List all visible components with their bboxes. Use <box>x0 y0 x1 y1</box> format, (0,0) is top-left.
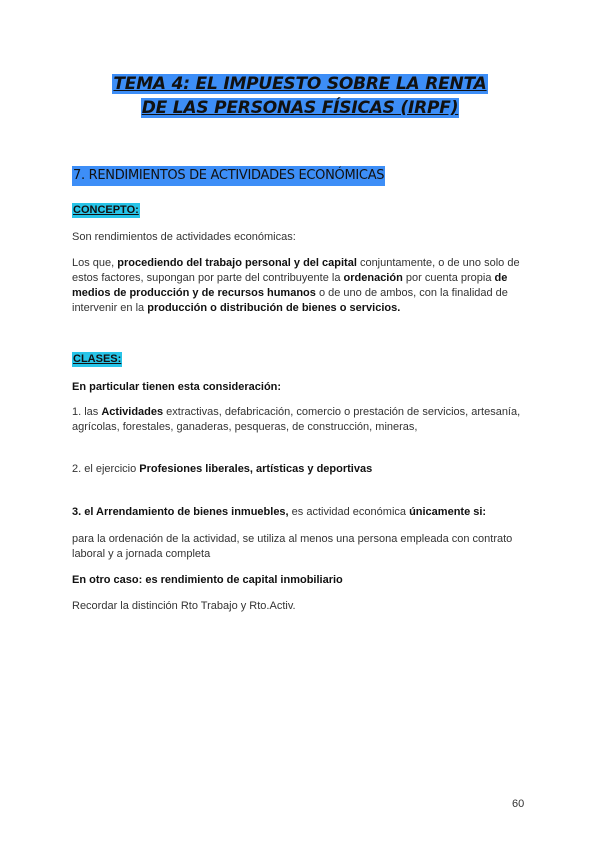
item2-text-b: Profesiones liberales, artísticas y deportivas <box>139 463 373 475</box>
item3-text-a: 3 <box>72 506 79 518</box>
item3-text-b: . el Arrendamiento de bienes inmuebles, <box>78 506 289 518</box>
page-number: 60 <box>512 798 525 810</box>
item1-text-c: extractivas, defabricación, comercio o prestación de servicios, artesanía, agrícolas, forestales, ganaderas, pesqueras, de construcción, mineras, <box>72 406 521 433</box>
clases-subheading <box>72 380 532 395</box>
concepto-label: CONCEPTO: <box>73 204 139 216</box>
section-heading: 7. RENDIMIENTOS DE ACTIVIDADES ECONÓMICAS <box>72 166 385 186</box>
concepto-paragraph <box>72 256 532 316</box>
concepto-text-f: de medios de producción y de recursos humanos <box>72 272 508 299</box>
item1-text-a: 1. las <box>72 406 102 418</box>
title-line-2: DE LAS PERSONAS FÍSICAS (IRPF) <box>141 98 459 118</box>
concepto-text-d: ordenación <box>343 272 403 284</box>
concepto-text-e: por cuenta propia <box>402 272 495 284</box>
item1-text-b: Actividades <box>101 406 164 418</box>
item3-text-c: es actividad económica <box>288 506 410 518</box>
clases-subheading-text: En particular tienen esta consideración: <box>72 381 282 393</box>
concepto-text-a: Los que, <box>72 257 118 269</box>
concepto-text-c: conjuntamente, o de uno solo de estos factores, supongan por parte del contribuyente la <box>72 257 520 284</box>
otro-caso <box>72 573 532 588</box>
clases-item-2 <box>72 462 532 477</box>
item2-text-a: 2. el ejercicio <box>72 463 140 475</box>
recordar-note: Recordar la distinción Rto Trabajo y Rto.Activ. <box>72 600 296 612</box>
concepto-intro: Son rendimientos de actividades económicas: <box>72 231 296 243</box>
clases-item-1 <box>72 405 532 435</box>
concepto-text-b: procediendo del trabajo personal y del capital <box>117 257 357 269</box>
item3-text-d: únicamente si: <box>409 506 487 518</box>
clases-item-3 <box>72 505 532 520</box>
clases-item-3-detail: para la ordenación de la actividad, se utiliza al menos una persona empleada con contrato laboral y a jornada completa <box>72 533 513 560</box>
document-title <box>0 72 600 120</box>
title-line-1: TEMA 4: EL IMPUESTO SOBRE LA RENTA <box>113 74 487 94</box>
concepto-text-g: o de uno de ambos, con la finalidad de intervenir en la <box>72 287 508 314</box>
concepto-text-h: producción o distribución de bienes o servicios. <box>147 302 401 314</box>
clases-label: CLASES: <box>73 353 122 365</box>
otro-caso-text: En otro caso: es rendimiento de capital inmobiliario <box>72 574 343 586</box>
